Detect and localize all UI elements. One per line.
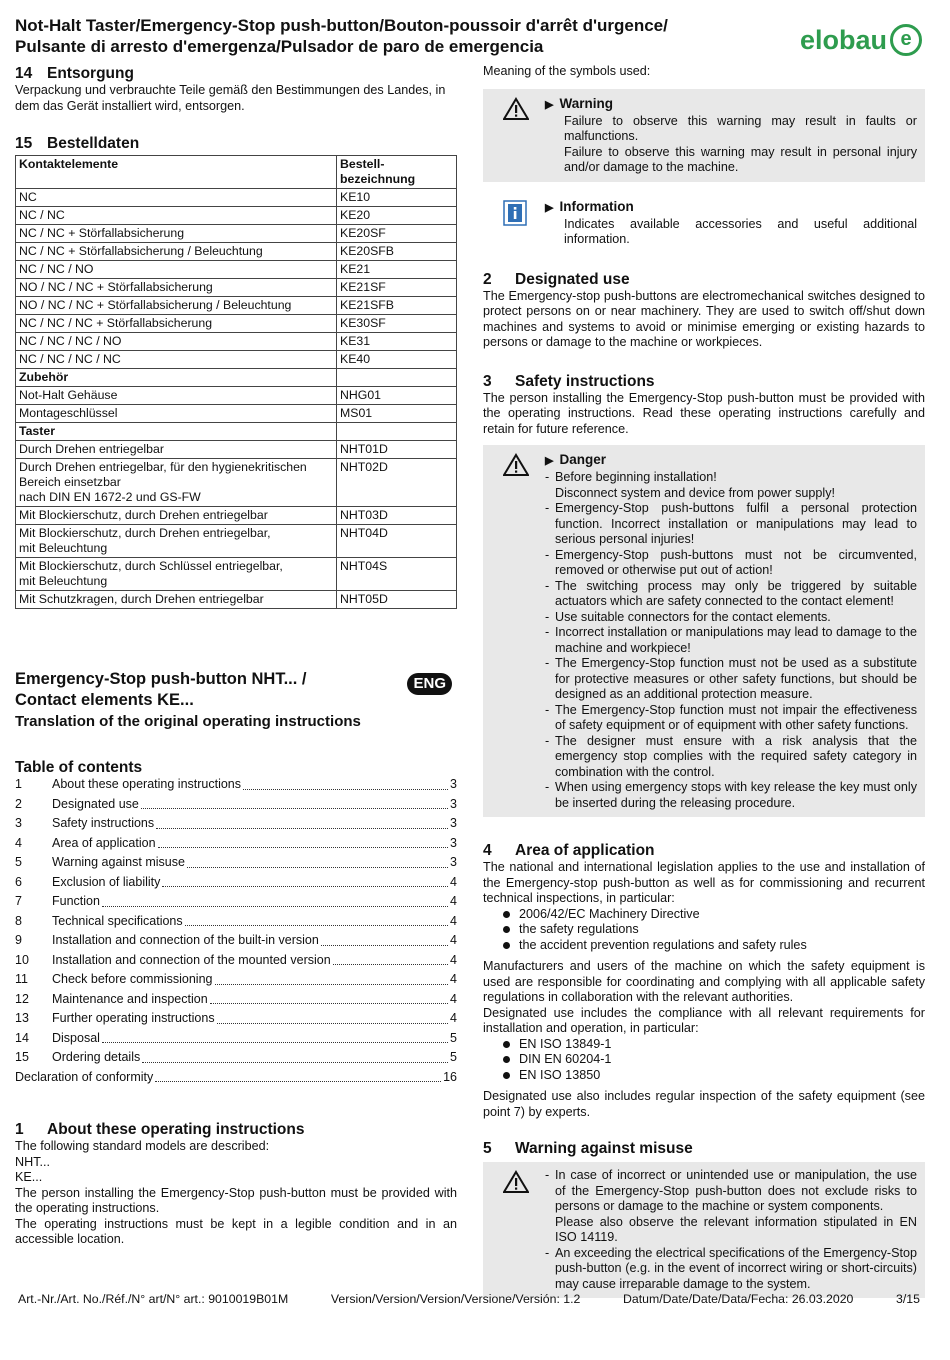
footer-version: Version/Version/Version/Versione/Versión: 1.2 <box>330 1292 581 1306</box>
page-footer <box>18 1292 920 1306</box>
information-box <box>483 192 925 254</box>
table-cell-code: MS01 <box>337 405 457 423</box>
table-cell-code: KE20SFB <box>337 243 457 261</box>
toc-item-page: 5 <box>450 1030 457 1045</box>
table-cell-code: KE20 <box>337 207 457 225</box>
danger-heading: ▶ Danger <box>545 452 606 467</box>
list-item: EN ISO 13849-1 <box>503 1037 925 1053</box>
danger-item: - Incorrect installation or manipulations may lead to damage to the machine and workpiece! <box>545 625 917 656</box>
danger-item: - Use suitable connectors for the contact elements. <box>545 610 917 626</box>
table-row <box>16 387 457 405</box>
toc-leader-dots <box>158 834 449 849</box>
toc-item[interactable] <box>15 990 457 1010</box>
toc-item-number: 7 <box>15 894 22 908</box>
warning-heading: ▶ Warning <box>545 95 613 111</box>
model-ke: KE... <box>15 1170 43 1184</box>
table-cell-description: NC / NC <box>16 207 337 225</box>
table-row <box>16 351 457 369</box>
table-cell-description: NO / NC / NC + Störfallabsicherung <box>16 279 337 297</box>
table-cell-description: NC / NC + Störfallabsicherung <box>16 225 337 243</box>
footer-date: Datum/Date/Date/Data/Fecha: 26.03.2020 <box>623 1292 854 1306</box>
table-cell-code: KE30SF <box>337 315 457 333</box>
section-4-text-2: Manufacturers and users of the machine on which the safety equipment is used are responsible for coordinating and complying with all applicable safety regulations in collaboration with the relevant authorities. <box>483 959 925 1004</box>
english-title-line1: Emergency-Stop push-button NHT... / <box>15 670 307 688</box>
section-1-text-1: The person installing the Emergency-Stop push-button must be provided with the operating instructions. <box>15 1185 457 1215</box>
table-cell-code: KE21SF <box>337 279 457 297</box>
toc-leader-dots <box>217 1009 448 1024</box>
toc-leader-dots <box>187 853 448 868</box>
table-row <box>16 558 457 591</box>
section-2-heading: 2 Designated use <box>483 270 630 288</box>
toc-item[interactable] <box>15 892 457 912</box>
table-cell-code: KE21 <box>337 261 457 279</box>
toc-item-label: Warning against misuse <box>52 855 185 869</box>
table-row <box>16 225 457 243</box>
toc-item[interactable] <box>15 931 457 951</box>
toc-item-label: About these operating instructions <box>52 777 242 791</box>
table-cell-description: NC / NC + Störfallabsicherung / Beleuchtung <box>16 243 337 261</box>
toc-leader-dots <box>243 775 448 790</box>
information-heading: ▶ Information <box>545 198 634 214</box>
misuse-box <box>483 1162 925 1298</box>
footer-article-number: Art.-Nr./Art. No./Réf./N° art/N° art.: 9010019B01M <box>18 1292 289 1306</box>
table-cell-code: KE21SFB <box>337 297 457 315</box>
toc-item-page: 4 <box>450 913 457 928</box>
toc-leader-dots <box>185 912 448 927</box>
table-cell-description: Montageschlüssel <box>16 405 337 423</box>
table-cell-code: KE31 <box>337 333 457 351</box>
toc-item[interactable] <box>15 1048 457 1068</box>
toc-item-page: 5 <box>450 1050 457 1064</box>
section-3-text: The person installing the Emergency-Stop push-button must be provided with the operating instructions. Read these operating instructions carefully and retain for future reference. <box>483 390 925 436</box>
toc-item-page: 3 <box>450 855 457 869</box>
document-title-line1: Not-Halt Taster/Emergency-Stop push-button/Bouton-poussoir d'arrêt d'urgence/ <box>15 16 668 35</box>
section-1-heading: 1 About these operating instructions <box>15 1121 305 1138</box>
toc-item-declaration[interactable]: Declaration of conformity 16 <box>15 1069 457 1084</box>
footer-page-number: 3/15 <box>896 1292 920 1306</box>
toc-item-label: Maintenance and inspection <box>52 991 208 1006</box>
toc-item-label: Function <box>52 894 100 908</box>
section-4-text-1: The national and international legislation applies to the use and installation of the Emergency-stop push-button as well as for commissioning and recurrent technical inspections, in particular: <box>483 860 925 905</box>
table-cell-description: NC / NC / NC / NO <box>16 333 337 351</box>
ordering-table <box>15 155 457 609</box>
section-4-text-3: Designated use includes the compliance with all relevant requirements for installation and operation, in particular: <box>483 1005 925 1035</box>
toc-item-label: Disposal <box>52 1030 100 1045</box>
table-cell-code: KE20SF <box>337 225 457 243</box>
list-item: the accident prevention regulations and safety rules <box>503 938 925 954</box>
danger-triangle-icon <box>503 453 529 482</box>
toc-item-label: Area of application <box>52 835 156 850</box>
section-1-intro: The following standard models are described: <box>15 1139 270 1153</box>
table-group-row <box>16 369 457 387</box>
misuse-triangle-icon <box>503 1170 529 1199</box>
danger-item: - Emergency-Stop push-buttons must not be circumvented, removed or otherwise put out of action! <box>545 548 917 579</box>
toc-leader-dots <box>215 970 449 985</box>
table-row <box>16 261 457 279</box>
table-cell-code: NHT04D <box>337 525 457 558</box>
right-column <box>483 64 925 1298</box>
toc-item-number: 6 <box>15 874 22 889</box>
warning-text-2: Failure to observe this warning may result in personal injury and/or damage to the machine. <box>564 144 917 174</box>
toc-leader-dots <box>102 892 448 907</box>
toc-item-label: Exclusion of liability <box>52 874 161 889</box>
english-subtitle: Translation of the original operating instructions <box>15 713 361 730</box>
danger-item: - The Emergency-Stop function must not be used as a substitute for protective measures or other safety functions, but should be designed as an additional protection measure. <box>545 656 917 703</box>
misuse-item: - In case of incorrect or unintended use or manipulation, the use of the Emergency-Stop push-button does not exclude risks to persons or damage to the machine or system components. Please also observe the relevant information stipulated in EN ISO 14119. <box>545 1168 917 1246</box>
language-badge: ENG <box>407 673 452 695</box>
table-cell-code: NHT03D <box>337 507 457 525</box>
toc-item-label: Technical specifications <box>52 913 183 928</box>
table-row <box>16 207 457 225</box>
warning-text-1: Failure to observe this warning may result in faults or malfunctions. <box>564 113 917 143</box>
left-column <box>15 64 457 1248</box>
table-cell-empty <box>337 423 457 441</box>
toc-item-number: 15 <box>15 1050 29 1064</box>
toc-item[interactable] <box>15 775 457 795</box>
danger-item: - The switching process may only be triggered by suitable actuators which are safety connected to the contact element! <box>545 579 917 610</box>
page-header <box>15 15 935 57</box>
table-row <box>16 243 457 261</box>
logo-mark-icon: e <box>890 24 922 56</box>
toc-item-number: 11 <box>15 972 28 986</box>
information-text: Indicates available accessories and useful additional information. <box>564 216 917 246</box>
toc-item-number: 5 <box>15 855 22 869</box>
information-icon <box>503 200 527 231</box>
table-row <box>16 297 457 315</box>
logo-text: elobau <box>799 24 887 55</box>
section-2-text: The Emergency-stop push-buttons are electromechanical switches designed to protect persons on or near machinery. They are used to switch off/shut down machines and systems to avoid or minimise emerging or existing hazards to persons or damage to the machine or workpieces. <box>483 288 925 349</box>
danger-item: - Emergency-Stop push-buttons fulfil a personal protection function. Incorrect installation or manipulations may lead to serious personal injuries! <box>545 501 917 548</box>
list-item: the safety regulations <box>503 922 925 938</box>
table-cell-description: Mit Schutzkragen, durch Drehen entriegelbar <box>16 591 337 609</box>
table-cell-code: NHT02D <box>337 459 457 507</box>
toc-item[interactable] <box>15 1009 457 1029</box>
toc-item-number: 1 <box>15 777 22 791</box>
misuse-item: - An exceeding the electrical specifications of the Emergency-Stop push-button (e.g. in the event of incorrect wiring or short-circuits) may cause irreparable damage to the system. <box>545 1246 917 1293</box>
table-cell-code: NHT01D <box>337 441 457 459</box>
table-cell-code: NHG01 <box>337 387 457 405</box>
toc-list <box>15 775 457 1068</box>
toc-item-number: 10 <box>15 952 29 967</box>
section-15-heading: 15 Bestelldaten <box>15 135 140 152</box>
toc-leader-dots <box>142 1048 448 1063</box>
table-cell-description: Durch Drehen entriegelbar, für den hygienekritischen Bereich einsetzbar nach DIN EN 1672-2 und GS-FW <box>16 459 337 507</box>
model-nht: NHT... <box>15 1154 50 1169</box>
toc-item-number: 2 <box>15 796 22 811</box>
table-group-label: Zubehör <box>16 369 337 387</box>
toc-item-label: Check before commissioning <box>52 972 213 986</box>
toc-leader-dots <box>210 990 448 1005</box>
toc-item-number: 12 <box>15 991 29 1006</box>
table-header-cell: Kontaktelemente <box>16 156 337 189</box>
table-cell-description: NO / NC / NC + Störfallabsicherung / Beleuchtung <box>16 297 337 315</box>
danger-item: - The designer must ensure with a risk analysis that the emergency stop complies with the required safety category in combination with the control. <box>545 734 917 781</box>
toc-item-number: 3 <box>15 816 22 830</box>
toc-item-label: Safety instructions <box>52 816 155 830</box>
danger-box <box>483 445 925 817</box>
toc-item-page: 4 <box>450 952 457 967</box>
toc-item-number: 14 <box>15 1030 29 1045</box>
toc-item-number: 9 <box>15 933 22 947</box>
toc-item-page: 4 <box>450 933 457 947</box>
table-cell-description: Mit Blockierschutz, durch Schlüssel entriegelbar, mit Beleuchtung <box>16 558 337 591</box>
toc-item[interactable] <box>15 834 457 854</box>
table-cell-description: NC / NC / NC / NC <box>16 351 337 369</box>
table-group-row <box>16 423 457 441</box>
section-1-text-2: The operating instructions must be kept in a legible condition and in an accessible location. <box>15 1216 457 1246</box>
table-header-cell: Bestell- bezeichnung <box>337 156 457 189</box>
table-row <box>16 591 457 609</box>
toc-item-page: 4 <box>450 874 457 889</box>
toc-leader-dots <box>156 814 448 829</box>
toc-item-label: Installation and connection of the built-in version <box>52 933 319 947</box>
standards-list <box>483 1037 925 1084</box>
table-row <box>16 315 457 333</box>
toc-leader-dots <box>162 873 448 888</box>
elobau-logo <box>800 24 922 56</box>
table-cell-code: NHT05D <box>337 591 457 609</box>
section-3-heading: 3 Safety instructions <box>483 372 655 390</box>
toc-item[interactable] <box>15 912 457 932</box>
toc-item-page: 3 <box>450 796 457 811</box>
warning-box <box>483 89 925 182</box>
toc-item[interactable] <box>15 873 457 893</box>
toc-item-page: 3 <box>450 835 457 850</box>
table-group-label: Taster <box>16 423 337 441</box>
misuse-list <box>545 1168 917 1292</box>
english-title-block <box>15 669 457 730</box>
legislation-list <box>483 907 925 954</box>
section-4-heading: 4 Area of application <box>483 842 655 859</box>
toc-item-page: 4 <box>450 894 457 908</box>
table-row <box>16 279 457 297</box>
toc-item-page: 3 <box>450 816 457 830</box>
toc-item[interactable] <box>15 970 457 990</box>
toc-item[interactable] <box>15 1029 457 1049</box>
list-item: EN ISO 13850 <box>503 1068 925 1084</box>
table-cell-empty <box>337 369 457 387</box>
table-row <box>16 333 457 351</box>
table-cell-description: Mit Blockierschutz, durch Drehen entriegelbar <box>16 507 337 525</box>
toc-leader-dots <box>333 951 448 966</box>
list-item: DIN EN 60204-1 <box>503 1052 925 1068</box>
toc-item-label: Ordering details <box>52 1050 141 1064</box>
toc-item[interactable] <box>15 853 457 873</box>
toc-item-label: Further operating instructions <box>52 1011 215 1025</box>
list-item: 2006/42/EC Machinery Directive <box>503 907 925 923</box>
table-cell-description: Mit Blockierschutz, durch Drehen entriegelbar, mit Beleuchtung <box>16 525 337 558</box>
table-row <box>16 507 457 525</box>
english-title-line2: Contact elements KE... <box>15 691 194 709</box>
table-row <box>16 441 457 459</box>
table-cell-description: NC <box>16 189 337 207</box>
table-cell-code: KE10 <box>337 189 457 207</box>
toc-item-page: 4 <box>450 1011 457 1025</box>
toc-item-label: Designated use <box>52 796 139 811</box>
warning-triangle-icon <box>503 97 529 126</box>
toc-title: Table of contents <box>15 758 143 776</box>
section-5-heading: 5 Warning against misuse <box>483 1140 693 1157</box>
table-cell-description: Durch Drehen entriegelbar <box>16 441 337 459</box>
danger-item: - Before beginning installation! Disconnect system and device from power supply! <box>545 470 917 501</box>
section-14-heading: 14 Entsorgung <box>15 65 134 82</box>
toc-item[interactable] <box>15 951 457 971</box>
table-row <box>16 525 457 558</box>
danger-item: - The Emergency-Stop function must not impair the effectiveness of safety equipment or of equipment with other safety functions. <box>545 703 917 734</box>
table-cell-description: Not-Halt Gehäuse <box>16 387 337 405</box>
table-cell-description: NC / NC / NC + Störfallabsicherung <box>16 315 337 333</box>
toc-item[interactable] <box>15 814 457 834</box>
toc-item-page: 3 <box>450 777 457 791</box>
danger-list <box>545 470 917 811</box>
toc-leader-dots <box>102 1029 448 1044</box>
toc-item-page: 4 <box>450 972 457 986</box>
table-cell-code: NHT04S <box>337 558 457 591</box>
table-cell-description: NC / NC / NO <box>16 261 337 279</box>
document-title-line2: Pulsante di arresto d'emergenza/Pulsador de paro de emergencia <box>15 37 544 56</box>
toc-item-page: 4 <box>450 991 457 1006</box>
toc-item-number: 8 <box>15 913 22 928</box>
section-4-text-4: Designated use also includes regular inspection of the safety equipment (see point 7) by experts. <box>483 1089 925 1119</box>
table-row <box>16 459 457 507</box>
section-14-text: Verpackung und verbrauchte Teile gemäß den Bestimmungen des Landes, in dem das Gerät installiert wird, entsorgen. <box>15 83 446 113</box>
toc-item-number: 13 <box>15 1011 29 1025</box>
danger-item: - When using emergency stops with key release the key must only be inserted during the releasing procedure. <box>545 780 917 811</box>
toc-item-label: Installation and connection of the mounted version <box>52 952 331 967</box>
table-cell-code: KE40 <box>337 351 457 369</box>
table-row <box>16 189 457 207</box>
symbols-intro: Meaning of the symbols used: <box>483 64 651 78</box>
toc-item[interactable] <box>15 795 457 815</box>
toc-item-number: 4 <box>15 835 22 850</box>
table-header-row <box>16 156 457 189</box>
toc-leader-dots <box>141 795 448 810</box>
toc-leader-dots <box>321 931 448 946</box>
table-row <box>16 405 457 423</box>
